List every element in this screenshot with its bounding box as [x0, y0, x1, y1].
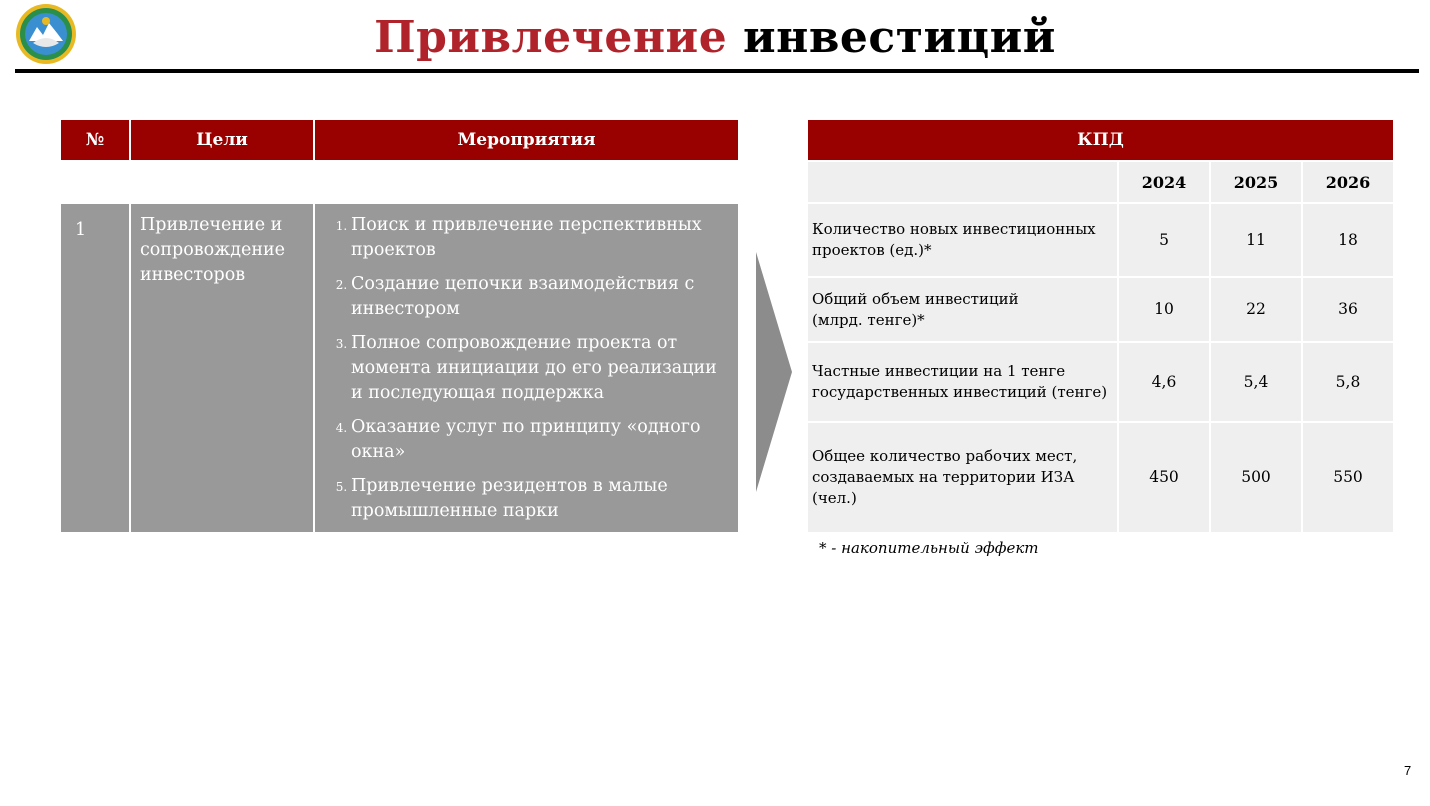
kpi-value	[1119, 423, 1209, 532]
kpi-value	[1119, 343, 1209, 421]
page-number: 7	[1404, 763, 1412, 778]
activity-item: 2. Создание цепочки взаимодействия с инвестором	[351, 272, 728, 322]
header-goals-label: Цели	[196, 130, 248, 150]
kpi-value-text: 18	[1338, 230, 1358, 249]
activities-list	[315, 213, 728, 524]
page-title	[0, 8, 1430, 68]
kpi-value-text: 5	[1159, 230, 1169, 249]
header-goals	[131, 120, 313, 160]
kpi-label-text: Общий объем инвестиций (млрд. тенге)*	[812, 289, 1019, 329]
kpi-value-text: 5,8	[1335, 372, 1361, 391]
kpi-year-label: 2026	[1325, 172, 1371, 192]
kpi-value	[1119, 278, 1209, 341]
kpi-year-2024	[1119, 162, 1209, 202]
footnote: * - накопительный эффект	[819, 539, 1039, 557]
kpi-row-label	[808, 423, 1117, 532]
kpi-row-label	[808, 204, 1117, 276]
row-goal-cell	[131, 204, 313, 532]
header-activities	[315, 120, 738, 160]
kpi-header	[808, 120, 1393, 160]
header-number	[61, 120, 129, 160]
kpi-value-text: 10	[1154, 300, 1174, 318]
chevron-right-icon	[754, 252, 794, 496]
title-underline	[15, 69, 1419, 73]
row-number: 1	[75, 220, 87, 240]
header-activities-label: Мероприятия	[457, 130, 596, 150]
row-goal-text: Привлечение и сопровождение инвесторов	[140, 215, 286, 285]
kpi-header-label: КПД	[1077, 130, 1124, 150]
kpi-value	[1211, 423, 1301, 532]
kpi-value-text: 36	[1338, 300, 1358, 318]
activity-item: 5. Привлечение резидентов в малые промышленные парки	[351, 474, 728, 524]
kpi-value-text: 5,4	[1243, 372, 1269, 391]
kpi-label-text: Частные инвестиции на 1 тенге государственных инвестиций (тенге)	[812, 362, 1108, 401]
kpi-year-label: 2024	[1141, 172, 1187, 192]
kpi-value-text: 500	[1241, 468, 1271, 486]
kpi-value	[1303, 278, 1393, 341]
kpi-value-text: 450	[1149, 468, 1179, 486]
title-part-black: инвестиций	[743, 12, 1056, 63]
row-activities-cell	[315, 204, 738, 532]
activity-item: 1. Поиск и привлечение перспективных проектов	[351, 213, 728, 263]
kpi-value	[1211, 278, 1301, 341]
kpi-year-2025	[1211, 162, 1301, 202]
kpi-value-text: 11	[1246, 230, 1266, 249]
kpi-value-text: 4,6	[1151, 372, 1177, 391]
kpi-label-text: Общее количество рабочих мест, создаваемых на территории ИЗА (чел.)	[812, 447, 1078, 507]
kpi-value-text: 22	[1246, 300, 1266, 318]
activity-item: 4. Оказание услуг по принципу «одного окна»	[351, 415, 728, 465]
kpi-year-label: 2025	[1233, 172, 1279, 192]
row-number-cell	[61, 204, 129, 532]
kpi-empty-corner	[808, 162, 1117, 202]
kpi-value-text: 550	[1333, 468, 1363, 486]
kpi-value	[1211, 343, 1301, 421]
header-number-label: №	[85, 130, 105, 150]
kpi-year-2026	[1303, 162, 1393, 202]
kpi-row-label	[808, 343, 1117, 421]
kpi-row-label	[808, 278, 1117, 341]
kpi-value	[1303, 423, 1393, 532]
kpi-value	[1119, 204, 1209, 276]
kpi-value	[1303, 204, 1393, 276]
kpi-label-text: Количество новых инвестиционных проектов (ед.)*	[812, 220, 1096, 259]
kpi-value	[1211, 204, 1301, 276]
activity-item: 3. Полное сопровождение проекта от момента инициации до его реализации и последующая поддержка	[351, 331, 728, 406]
title-part-red: Привлечение	[374, 12, 728, 63]
kpi-value	[1303, 343, 1393, 421]
